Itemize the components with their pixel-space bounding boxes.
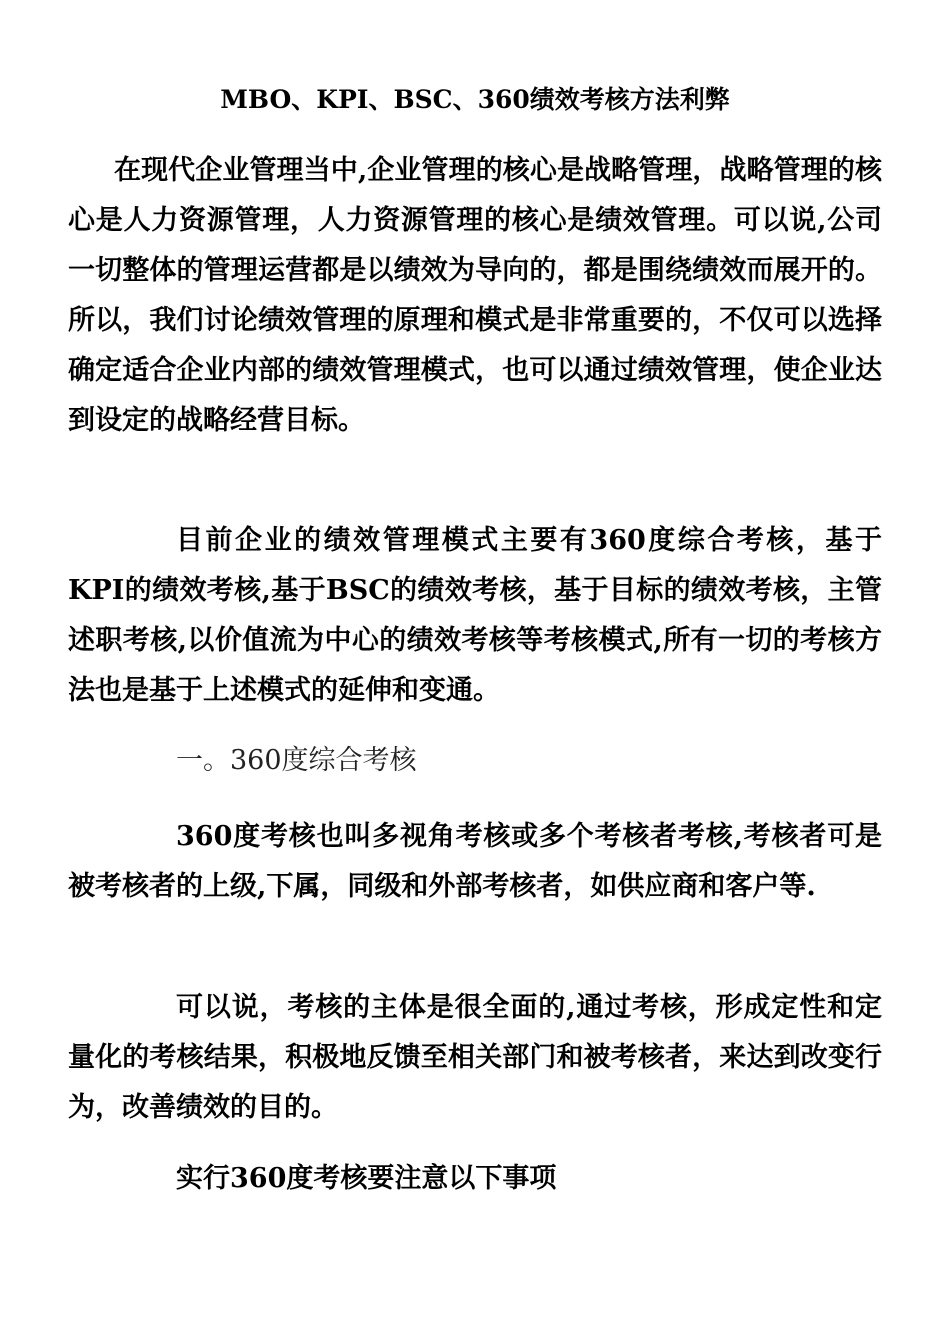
- paragraph-models: 目前企业的绩效管理模式主要有360度综合考核，基于KPI的绩效考核,基于BSC的绩效考核，基于目标的绩效考核，主管述职考核,以价值流为中心的绩效考核等考核模式,所有一切的考核方法也是基于上述模式的延伸和变通。: [68, 525, 882, 706]
- document-title: MBO、KPI、BSC、360绩效考核方法利弊: [220, 85, 730, 114]
- paragraph-360-notes: 实行360度考核要注意以下事项: [176, 1163, 557, 1194]
- paragraph-360-definition: 360度考核也叫多视角考核或多个考核者考核,考核者可是被考核者的上级,下属，同级和外部考核者，如供应商和客户等.: [68, 821, 882, 902]
- paragraph-intro: 在现代企业管理当中,企业管理的核心是战略管理，战略管理的核心是人力资源管理，人力资源管理的核心是绩效管理。可以说,公司一切整体的管理运营都是以绩效为导向的，都是围绕绩效而展开的。所以，我们讨论绩效管理的原理和模式是非常重要的，不仅可以选择确定适合企业内部的绩效管理模式，也可以通过绩效管理，使企业达到设定的战略经营目标。: [68, 155, 882, 436]
- paragraph-360-purpose: 可以说，考核的主体是很全面的,通过考核，形成定性和定量化的考核结果，积极地反馈至相关部门和被考核者，来达到改变行为，改善绩效的目的。: [68, 992, 882, 1123]
- section-heading-360: 一。360度综合考核: [176, 745, 417, 776]
